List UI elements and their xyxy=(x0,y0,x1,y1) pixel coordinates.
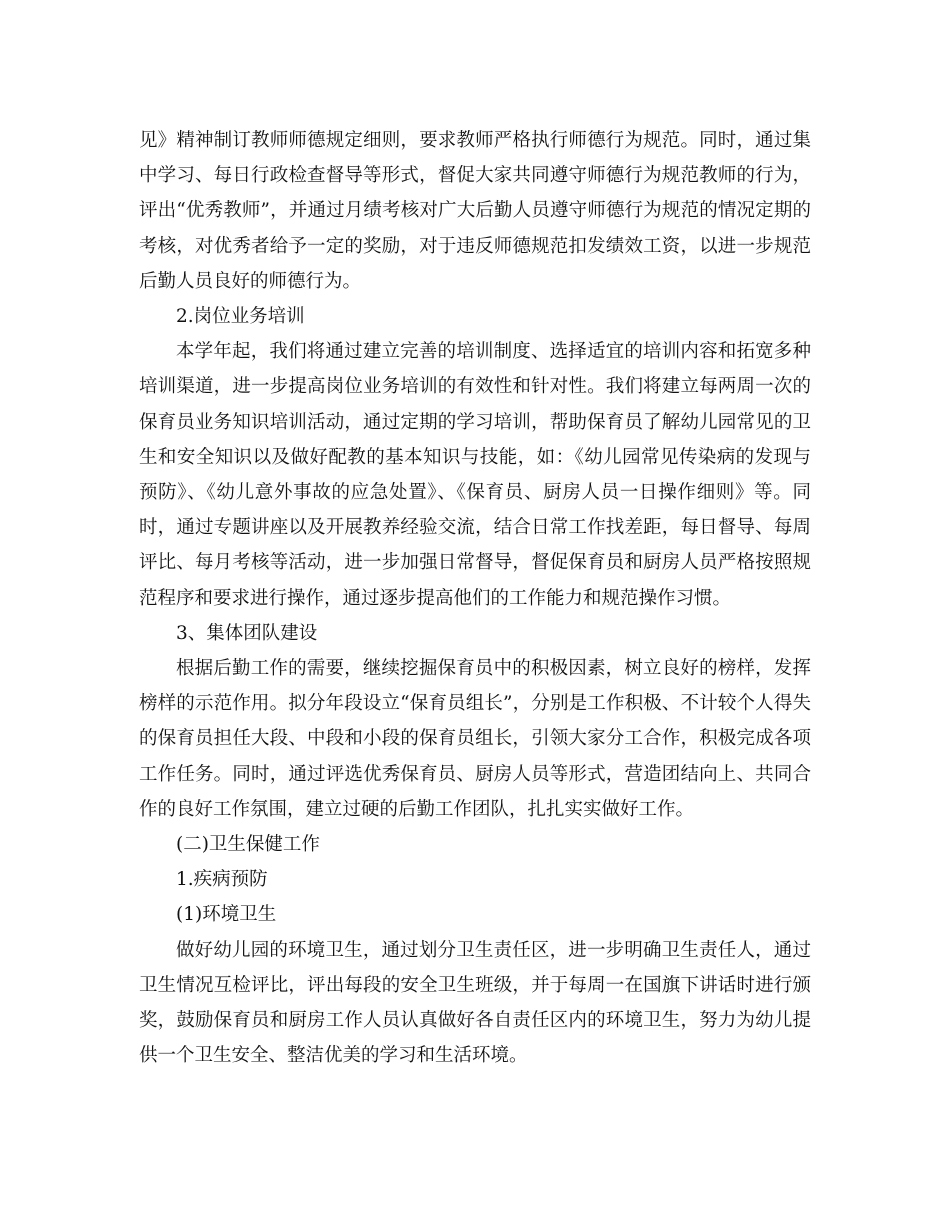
heading-disease-prevention: 1.疾病预防 xyxy=(176,869,268,891)
paragraph-job-training: 本学年起，我们将通过建立完善的培训制度、选择适宜的培训内容和拓宽多种培训渠道，进一步提高岗位业务培训的有效性和针对性。我们将建立每两周一次的保育员业务知识培训活动，通过定期的学习培训，帮助保育员了解幼儿园常见的卫生和安全知识以及做好配教的基本知识与技能，如：《幼儿园常见传染病的发现与预防》、《幼儿意外事故的应急处置》、《保育员、厨房人员一日操作细则》等。同时，通过专题讲座以及开展教养经验交流，结合日常工作找差距，每日督导、每周评比、每月考核等活动，进一步加强日常督导，督促保育员和厨房人员严格按照规范程序和要求进行操作，通过逐步提高他们的工作能力和规范操作习惯。 xyxy=(139,341,811,609)
heading-health-care: (二)卫生保健工作 xyxy=(176,834,320,856)
heading-job-training: 2.岗位业务培训 xyxy=(176,306,305,328)
paragraph-ethics-rules: 见》精神制订教师师德规定细则，要求教师严格执行师德行为规范。同时，通过集中学习、每日行政检查督导等形式，督促大家共同遵守师德行为规范教师的行为，评出“优秀教师”，并通过月绩考核对广大后勤人员遵守师德行为规范的情况定期的考核，对优秀者给予一定的奖励，对于违反师德规范扣发绩效工资，以进一步规范后勤人员良好的师德行为。 xyxy=(139,130,811,292)
heading-environment-hygiene: (1)环境卫生 xyxy=(176,904,277,926)
paragraph-team-building: 根据后勤工作的需要，继续挖掘保育员中的积极因素，树立良好的榜样，发挥榜样的示范作用。拟分年段设立“保育员组长”，分别是工作积极、不计较个人得失的保育员担任大段、中段和小段的保育员组长，引领大家分工合作，积极完成各项工作任务。同时，通过评选优秀保育员、厨房人员等形式，营造团结向上、共同合作的良好工作氛围，建立过硬的后勤工作团队，扎扎实实做好工作。 xyxy=(139,658,811,820)
document-body xyxy=(139,123,811,1073)
paragraph-environment-hygiene: 做好幼儿园的环境卫生，通过划分卫生责任区，进一步明确卫生责任人，通过卫生情况互检评比，评出每段的安全卫生班级，并于每周一在国旗下讲话时进行颁奖，鼓励保育员和厨房工作人员认真做好各自责任区内的环境卫生，努力为幼儿提供一个卫生安全、整洁优美的学习和生活环境。 xyxy=(139,939,811,1067)
heading-team-building: 3、集体团队建设 xyxy=(176,622,318,644)
